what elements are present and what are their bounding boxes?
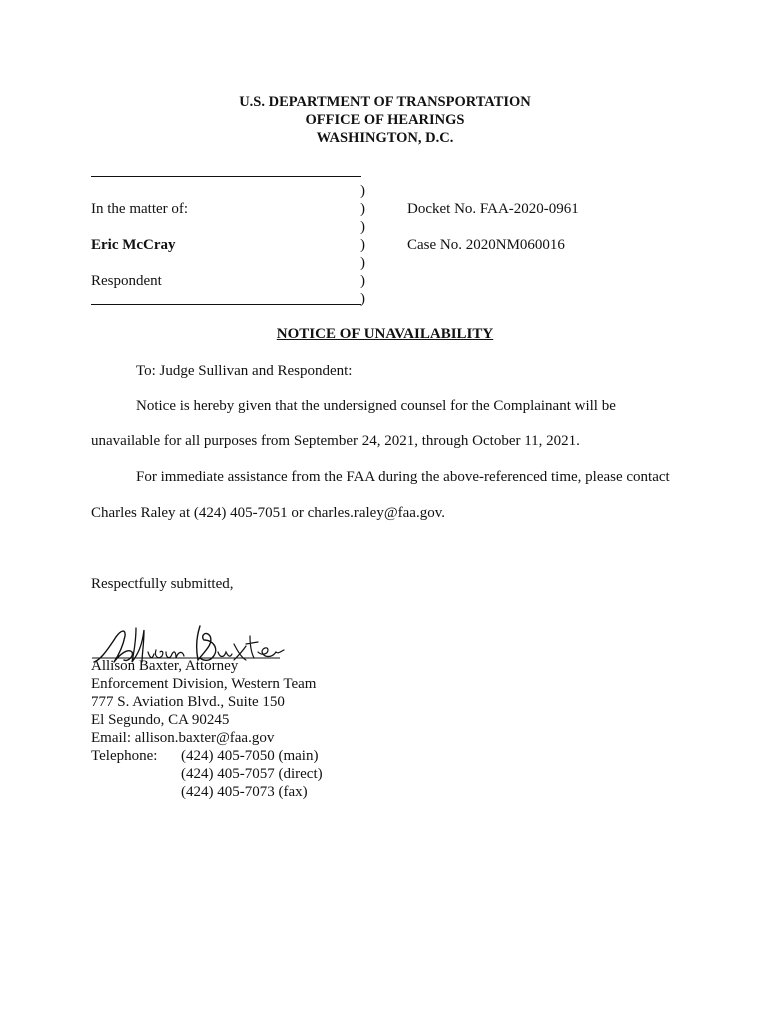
signer-name-title: Allison Baxter, Attorney — [91, 658, 239, 674]
caption-paren: ) — [360, 255, 365, 271]
case-number: Case No. 2020NM060016 — [407, 237, 565, 253]
caption-paren: ) — [360, 237, 365, 253]
header-department: U.S. DEPARTMENT OF TRANSPORTATION — [239, 94, 531, 110]
phone-main: (424) 405-7050 (main) — [181, 748, 319, 764]
addressee-line: To: Judge Sullivan and Respondent: — [136, 363, 353, 379]
notice-paragraph-2-line-2: Charles Raley at (424) 405-7051 or charles.raley@faa.gov. — [91, 505, 445, 521]
phone-fax: (424) 405-7073 (fax) — [181, 784, 308, 800]
caption-paren: ) — [360, 291, 365, 307]
notice-paragraph-1-line-2: unavailable for all purposes from September 24, 2021, through October 11, 2021. — [91, 433, 580, 449]
header-office: OFFICE OF HEARINGS — [305, 112, 465, 128]
caption-paren: ) — [360, 219, 365, 235]
caption-paren: ) — [360, 183, 365, 199]
respondent-label: Respondent — [91, 273, 162, 289]
caption-bottom-rule — [91, 304, 361, 305]
notice-paragraph-1-line-1: Notice is hereby given that the undersigned counsel for the Complainant will be — [136, 398, 616, 414]
notice-paragraph-2-line-1: For immediate assistance from the FAA during the above-referenced time, please contact — [136, 469, 670, 485]
signer-address-line-1: 777 S. Aviation Blvd., Suite 150 — [91, 694, 285, 710]
notice-title: NOTICE OF UNAVAILABILITY — [276, 326, 494, 342]
signer-division: Enforcement Division, Western Team — [91, 676, 317, 692]
header-location: WASHINGTON, D.C. — [316, 130, 454, 146]
phone-direct: (424) 405-7057 (direct) — [181, 766, 323, 782]
respondent-name: Eric McCray — [91, 237, 176, 253]
matter-label: In the matter of: — [91, 201, 189, 217]
caption-top-rule — [91, 176, 361, 177]
signer-address-line-2: El Segundo, CA 90245 — [91, 712, 230, 728]
closing-salutation: Respectfully submitted, — [91, 576, 234, 592]
signer-email: Email: allison.baxter@faa.gov — [91, 730, 275, 746]
caption-paren: ) — [360, 201, 365, 217]
caption-paren: ) — [360, 273, 365, 289]
telephone-label: Telephone: — [91, 748, 158, 764]
docket-number: Docket No. FAA-2020-0961 — [407, 201, 579, 217]
